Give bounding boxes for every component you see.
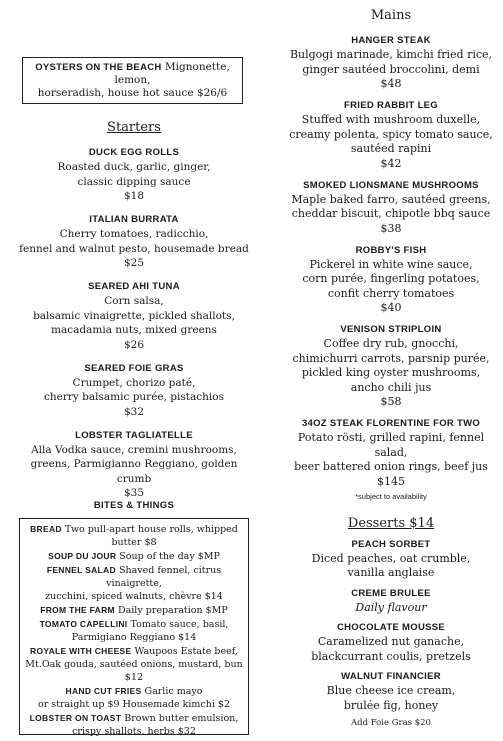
starter-desc: Alla Vodka sauce, cremini mushrooms, xyxy=(31,443,237,456)
starter-desc: cherry balsamic purée, pistachios xyxy=(44,391,224,403)
bites-box xyxy=(19,518,249,735)
main-desc: confit cherry tomatoes xyxy=(327,286,455,300)
main-item xyxy=(284,417,498,489)
mains-section xyxy=(284,8,498,729)
bite-name: HAND CUT FRIES xyxy=(65,686,142,696)
starter-item xyxy=(14,429,254,501)
starter-price: $26 xyxy=(123,338,145,351)
bite-name: BREAD xyxy=(30,524,62,534)
starter-desc: fennel and walnut pesto, housemade bread xyxy=(19,242,249,255)
dessert-desc: Caramelized nut ganache, xyxy=(317,635,465,648)
oysters-name: OYSTERS ON THE BEACH xyxy=(35,62,162,73)
bite-desc: Parmigiano Reggiano $14 xyxy=(71,632,197,643)
dessert-desc: Daily flavour xyxy=(355,600,427,614)
bite-name: LOBSTER ON TOAST xyxy=(29,713,122,723)
main-item xyxy=(284,99,498,171)
starter-name: ITALIAN BURRATA xyxy=(89,214,179,225)
starter-name: SEARED FOIE GRAS xyxy=(84,362,184,374)
main-price: $42 xyxy=(380,156,402,170)
bite-item xyxy=(23,712,245,738)
main-desc: creamy polenta, spicy tomato sauce, xyxy=(289,127,493,141)
bite-desc: zucchini, spiced walnuts, chèvre $14 xyxy=(45,591,223,602)
main-price: $40 xyxy=(380,301,402,314)
bite-item xyxy=(23,618,245,644)
main-desc: sautéed rapini xyxy=(350,142,432,155)
bite-desc: Daily preparation $MP xyxy=(117,605,228,616)
main-item xyxy=(284,323,498,409)
dessert-item xyxy=(284,538,498,581)
starter-name: LOBSTER TAGLIATELLE xyxy=(75,429,193,441)
starter-desc: balsamic vinaigrette, pickled shallots, xyxy=(33,309,235,322)
bite-item xyxy=(23,645,245,684)
starter-price: $18 xyxy=(123,190,145,202)
main-desc: Coffee dry rub, gnocchi, xyxy=(323,337,459,350)
main-name: FRIED RABBIT LEG xyxy=(344,100,438,111)
main-desc: pickled king oyster mushrooms, xyxy=(301,366,481,379)
dessert-desc: Blue cheese ice cream, xyxy=(326,684,456,697)
main-desc: Stuffed with mushroom duxelle, xyxy=(301,113,481,126)
bite-desc: Tomato sauce, basil, xyxy=(130,619,229,630)
bite-desc: Waupoos Estate beef, xyxy=(134,646,238,657)
main-desc: ancho chili jus xyxy=(350,380,432,394)
dessert-desc: vanilla anglaise xyxy=(347,566,435,579)
main-desc: cheddar biscuit, chipotle bbq sauce xyxy=(291,207,491,220)
bite-desc: or straight up $9 Housemade kimchi $2 xyxy=(38,699,230,710)
bite-item xyxy=(23,550,245,563)
main-desc: Maple baked farro, sautéed greens, xyxy=(291,192,491,206)
main-desc: ginger sautéed broccolini, demi xyxy=(302,62,480,76)
starter-item xyxy=(14,280,254,352)
starter-desc: Roasted duck, garlic, ginger, xyxy=(57,161,211,173)
starter-desc: greens, Parmigianno Reggiano, golden crumb xyxy=(30,458,238,485)
desserts-title: Desserts $14 xyxy=(347,515,435,531)
dessert-name: CREME BRULEE xyxy=(351,587,431,599)
starter-name: DUCK EGG ROLLS xyxy=(88,147,180,158)
bite-name: SOUP DU JOUR xyxy=(48,551,117,561)
starter-item xyxy=(14,362,254,419)
main-price: $58 xyxy=(380,395,402,408)
starter-desc: classic dipping sauce xyxy=(77,175,191,188)
bite-desc: Brown butter emulsion, xyxy=(124,713,239,724)
main-item xyxy=(284,179,498,236)
starters-section xyxy=(14,120,254,510)
bite-desc: Two pull-apart house rolls, whipped butter $8 xyxy=(64,524,238,548)
availability-note: *subject to availability xyxy=(355,491,427,501)
bite-item xyxy=(23,564,245,603)
main-desc: corn purée, fingerling potatoes, xyxy=(302,272,480,285)
bite-name: FROM THE FARM xyxy=(40,605,115,615)
main-name: HANGER STEAK xyxy=(351,35,431,46)
dessert-name: WALNUT FINANCIER xyxy=(341,671,441,682)
oysters-desc-2: horseradish, house hot sauce $26/6 xyxy=(37,87,228,99)
bite-name: FENNEL SALAD xyxy=(46,565,116,575)
starter-desc: Cherry tomatoes, radicchio, xyxy=(59,228,209,240)
main-desc: Pickerel in white wine sauce, xyxy=(309,257,473,271)
starter-item xyxy=(14,146,254,203)
main-name: ROBBY'S FISH xyxy=(355,244,427,256)
dessert-item xyxy=(284,621,498,664)
starter-desc: Corn salsa, xyxy=(104,295,164,307)
bite-name: TOMATO CAPELLINI xyxy=(39,619,128,629)
bite-item xyxy=(23,523,245,549)
main-item xyxy=(284,244,498,316)
bite-desc: Garlic mayo xyxy=(144,686,203,697)
starter-item xyxy=(14,213,254,270)
main-desc: Bulgogi marinade, kimchi fried rice, xyxy=(289,48,493,61)
main-desc: chimichurri carrots, parsnip purée, xyxy=(292,351,490,365)
main-name: SMOKED LIONSMANE MUSHROOMS xyxy=(303,179,479,191)
dessert-desc: blackcurrant coulis, pretzels xyxy=(311,649,471,663)
starter-name: SEARED AHI TUNA xyxy=(88,281,180,292)
main-item xyxy=(284,34,498,91)
bite-desc: Mt.Oak gouda, sautéed onions, mustard, bun $12 xyxy=(25,659,243,683)
main-name: 34OZ STEAK FLORENTINE FOR TWO xyxy=(301,418,481,429)
bite-item xyxy=(23,604,245,617)
bite-desc: Soup of the day $MP xyxy=(119,551,220,562)
oysters-feature-box xyxy=(22,57,243,104)
starter-price: $25 xyxy=(123,257,145,269)
starters-title: Starters xyxy=(107,120,161,135)
dessert-name: CHOCOLATE MOUSSE xyxy=(336,622,446,633)
dessert-item xyxy=(284,670,498,713)
main-desc: Potato rösti, grilled rapini, fennel salad, xyxy=(297,431,485,459)
dessert-desc: Diced peaches, oat crumble, xyxy=(311,551,471,565)
starter-price: $32 xyxy=(123,405,145,418)
oysters-desc-1: Mignonette, lemon, xyxy=(114,61,230,86)
main-name: VENISON STRIPLOIN xyxy=(340,324,442,335)
bite-item xyxy=(23,685,245,711)
foie-gras-addon: Add Foie Gras $20 xyxy=(351,718,431,728)
main-price: $48 xyxy=(380,77,402,90)
main-price: $145 xyxy=(377,474,405,488)
dessert-desc: brulée fig, honey xyxy=(343,698,439,712)
starter-desc: macadamia nuts, mixed greens xyxy=(51,324,217,336)
main-price: $38 xyxy=(380,221,402,235)
main-desc: beer battered onion rings, beef jus xyxy=(294,460,488,473)
bite-desc: Shaved fennel, citrus vinaigrette, xyxy=(106,565,222,589)
bites-title: BITES & THINGS xyxy=(93,500,175,511)
starter-desc: Crumpet, chorizo paté, xyxy=(72,376,196,389)
bite-name: ROYALE WITH CHEESE xyxy=(30,646,132,656)
starter-price: $35 xyxy=(123,487,145,499)
mains-title: Mains xyxy=(370,8,412,23)
dessert-item xyxy=(284,587,498,616)
bite-desc: crispy shallots, herbs $32 xyxy=(72,726,196,737)
dessert-name: PEACH SORBET xyxy=(351,538,431,550)
